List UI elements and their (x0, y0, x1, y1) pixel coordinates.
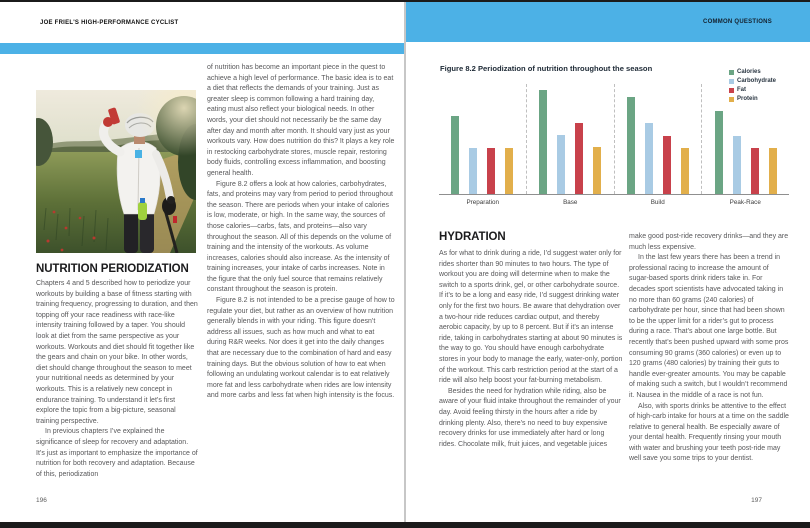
hydration-heading-wrap (439, 231, 506, 247)
bar-carbohydrate (557, 135, 565, 194)
paragraph: In the last few years there has been a trend in professional racing to increase the amount of sugar-based sports drink riders take in. For decades sport scientists have advocated taking in no more than 60 grams (240 calories) of carbohydrate per hour, since that had been shown to be the upper limit for a rider’s gut to process during a race. That’s about one large bottle. But recently that’s been pushed upward with some pros consuming 90 grams (360 calories) or even up to 120 grams (480 calories) by training their guts to handle ever-greater amounts. You may be capable of making such a switch, but I wouldn’t recommend it. Nausea in the middle of a race is not fun. (629, 254, 789, 399)
left-column-1 (36, 263, 198, 480)
bar-carbohydrate (733, 136, 741, 194)
bar-protein (769, 148, 777, 194)
legend-label: Calories (737, 69, 761, 75)
legend-item-fat (729, 87, 776, 93)
paragraph: As for what to drink during a ride, I’d suggest water only for rides shorter than 90 minutes to two hours. The type of workout you are doing will determine when to make the switch to a sports drink, gel, or other carbohydrate source. If it’s to be a long and easy ride, I’d suggest drinking water only for the first two hours. Be aware that dehydration over a two-hour ride reduces cardiac output, and thereby aerobic capacity, by up to 8 percent. But if it’s an intense ride, taking in carbohydrates starting at about 90 minutes is the way to go. You should have enough carbohydrate stores in your body to manage the early, water-only, portion of the workout. This carb restriction period at the start of a ride will also help boost your fat-burning metabolism. (439, 250, 623, 385)
paragraph: Figure 8.2 is not intended to be a precise gauge of how to regulate your diet, but rather as an overview of how nutrition generally blends in with your riding. This figure doesn’t address all issues, such as how much and what to eat during R&R weeks. Nor does it get into the daily changes that are necessary due to the combination of hard and easy training days. But the obvious solution of how to eat when following an undulating workout calendar is to eat relatively more fat and less carbohydrate when rides are low intensity and more carbs and less fat when high intensity is the focus. (207, 297, 395, 400)
bar-fat (487, 148, 495, 194)
left-accent-band (0, 43, 404, 54)
legend-swatch (729, 79, 734, 84)
bar-fat (751, 148, 759, 194)
legend-label: Protein (737, 96, 758, 102)
category-label: Preparation (466, 199, 500, 206)
figure-title: Figure 8.2 Periodization of nutrition throughout the season (440, 64, 653, 73)
legend-swatch (729, 97, 734, 102)
nutrition-periodization-heading: NUTRITION PERIODIZATION (36, 263, 189, 275)
bar-calories (627, 97, 635, 194)
paragraph: In previous chapters I’ve explained the significance of sleep for recovery and adaptation. It’s just as important to emphasize the importance of nutrition for both recovery and adaptation. Because of this, periodization (36, 428, 198, 478)
category-label: Base (563, 199, 578, 206)
right-header-band (406, 2, 810, 42)
chart-group-preparation (439, 84, 526, 194)
chart-group-base (526, 84, 614, 194)
hydration-heading: HYDRATION (439, 231, 506, 243)
bar-protein (505, 148, 513, 194)
right-column-1 (439, 249, 623, 450)
cyclist-photo-art (36, 90, 196, 253)
bar-calories (539, 90, 547, 194)
bar-protein (593, 147, 601, 194)
bar-fat (663, 136, 671, 194)
paragraph: Chapters 4 and 5 described how to periodize your workouts by building a base of fitness starting with training frequency, progressing to duration, and then topping off your race readiness with race-like intensity training followed by a taper. You should look at diet from the same perspective as your workouts. Workouts and diet should fit together like the gears and chain on your bike. In other words, diet should change throughout the season to meet your nutritional needs as determined by your workouts. This is a relatively new concept in endurance training. To understand it let’s first explore the topic from a big-picture, seasonal training perspective. (36, 280, 198, 425)
legend-label: Fat (737, 87, 746, 93)
category-label: Peak-Race (729, 199, 761, 206)
paragraph: Figure 8.2 offers a look at how calories, carbohydrates, fats, and proteins may vary from period to period throughout the season. There are periods when your intake of calories is low, moderate, or high. In the same way, the sources of those calories—carbs, fats, and proteins—also vary throughout the season. All of this depends on the volume of training and the intensity of the workouts. As volume increases, calories should also increase. As the intensity of training increases, your intake of carbs increases. Note in the figure that the only fuel source that remains relatively constant throughout the season is protein. (207, 180, 393, 294)
legend-item-protein (729, 96, 776, 102)
right-page-number: 197 (751, 497, 762, 504)
bottom-edge (0, 522, 810, 528)
paragraph: of nutrition has become an important piece in the quest to achieve a high level of performance. The basic idea is to eat a diet that reflects the demands of your training. Just as greater sleep is common following a hard training day, eating must also reflect your biological needs. In other words, your diet should not necessarily be the same day after day and month after month. It should vary just as your workouts vary. How does nutrition do this? It plays a key role in restocking carbohydrate stores, muscle repair, restoring body fluids, controlling excess inflammation, and boosting general health. (207, 64, 395, 177)
paragraph: make good post-ride recovery drinks—and they are much less expensive. (629, 233, 789, 251)
bar-carbohydrate (645, 123, 653, 194)
legend-item-carbohydrate (729, 78, 776, 84)
paragraph: Also, with sports drinks be attentive to the effect of high-carb intake for hours at a time on the saddle relative to general health. Be especially aware of your dental health. Frequently rinsing your mouth with water and brushing your teeth post-ride may well save you some trips to your dentist. (629, 402, 789, 463)
bar-calories (451, 116, 459, 194)
page-gutter (404, 2, 406, 522)
legend-item-calories (729, 69, 776, 75)
category-label: Build (650, 199, 665, 206)
right-running-head: COMMON QUESTIONS (702, 19, 772, 25)
bar-calories (715, 111, 723, 194)
left-column-2 (207, 63, 395, 402)
figure-legend (729, 69, 776, 105)
figure-category-labels (439, 199, 789, 206)
bar-carbohydrate (469, 148, 477, 194)
bar-protein (681, 148, 689, 194)
legend-swatch (729, 70, 734, 75)
legend-label: Carbohydrate (737, 78, 777, 84)
paragraph: Besides the need for hydration while riding, also be aware of your fluid intake throughout the remainder of your day. Avoid feeling thirsty in the hours after a ride by drinking plenty. Also, there’s no need to buy expensive recovery drinks for use immediately after hard or long rides. Chocolate milk, fruit juices, and vegetable juices (439, 387, 621, 448)
bar-fat (575, 123, 583, 194)
right-column-2 (629, 232, 789, 465)
legend-swatch (729, 88, 734, 93)
cyclist-photo (36, 90, 196, 253)
left-page-number: 196 (36, 497, 47, 504)
left-running-head: JOE FRIEL'S HIGH-PERFORMANCE CYCLIST (40, 20, 179, 26)
chart-group-build (614, 84, 702, 194)
